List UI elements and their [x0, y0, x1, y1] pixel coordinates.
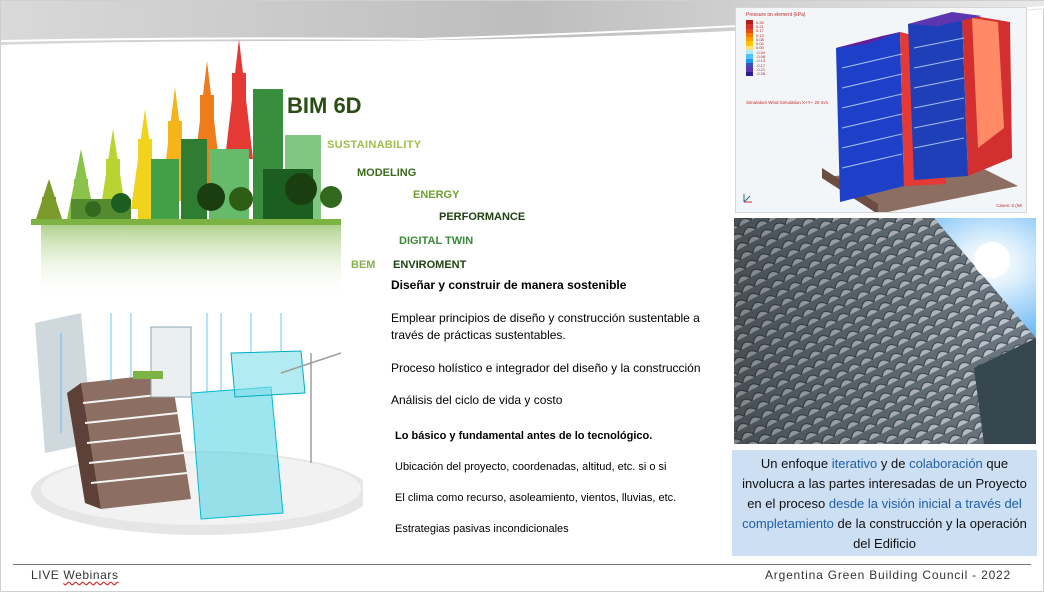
paragraph-life-cycle: Análisis del ciclo de vida y costo	[391, 393, 563, 407]
paragraph-principles: Emplear principios de diseño y construcción sustentable a través de prácticas sustentables.	[391, 311, 700, 342]
bim-label-enviroment: ENVIROMENT	[393, 259, 467, 271]
wind-simulation-image	[735, 7, 1027, 213]
callout-text-2: y de	[877, 456, 910, 471]
bullet-location: Ubicación del proyecto, coordenadas, altitud, etc. si o si	[395, 461, 667, 473]
paragraph-holistic-process: Proceso holístico e integrador del diseño y la construcción	[391, 361, 701, 375]
footer-organization: Argentina Green Building Council - 2022	[765, 568, 1011, 582]
sim-legend-value: 0.17	[756, 28, 764, 34]
bim-label-bem: BEM	[351, 259, 376, 271]
bim-label-modeling: MODELING	[357, 167, 417, 179]
facade-photo	[734, 218, 1036, 444]
footer-live: LIVE	[31, 568, 64, 582]
sim-legend-value: -0.21	[756, 66, 766, 72]
heading-design-sustainable: Diseñar y construir de manera sostenible	[391, 278, 627, 292]
bim-label-sustainability: SUSTAINABILITY	[327, 139, 422, 151]
sim-caption: Simulation Wind Simulation X+Y+ 20 m/s	[746, 100, 829, 105]
sim-legend-value: -0.08	[756, 54, 766, 60]
axis-triad-icon	[740, 192, 754, 206]
footer-live-webinars	[31, 568, 119, 582]
sim-legend-value: 0.08	[756, 36, 764, 42]
bullet-climate: El clima como recurso, asoleamiento, vientos, lluvias, etc.	[395, 492, 677, 504]
sim-cases-label: Cases: 6 (Wi	[996, 203, 1022, 208]
bim-label-energy: ENERGY	[413, 189, 460, 201]
bim-title: BIM 6D	[287, 93, 362, 118]
sim-legend-title: Pressure on element (kPa)	[746, 12, 806, 18]
callout-highlight-colaboracion: colaboración	[909, 456, 983, 471]
bullet-passive-strategies: Estrategias pasivas incondicionales	[395, 523, 569, 535]
sim-legend-value: -0.13	[756, 58, 766, 64]
facade-graphic	[734, 218, 1036, 444]
building-render-graphic	[21, 313, 363, 535]
bim-label-digital-twin: DIGITAL TWIN	[399, 235, 474, 247]
callout-text-1: Un enfoque	[760, 456, 832, 471]
sim-legend-value: 0.13	[756, 32, 764, 38]
sim-legend	[746, 20, 786, 76]
callout-highlight-iterativo: iterativo	[831, 456, 878, 471]
sim-legend-value: 0.04	[756, 41, 764, 47]
sim-legend-value: 0.00	[756, 45, 764, 51]
heading-basics: Lo básico y fundamental antes de lo tecnológico.	[395, 430, 653, 442]
sim-legend-swatch	[746, 72, 753, 76]
sim-legend-value: -0.04	[756, 49, 766, 55]
sim-legend-value: -0.17	[756, 62, 766, 68]
footer-divider	[13, 564, 1031, 565]
sim-legend-value: 0.26	[756, 19, 764, 25]
sim-building-graphic	[822, 8, 1027, 213]
callout-text-4: de la construcción y la operación del Edificio	[833, 516, 1027, 551]
footer-webinars: Webinars	[63, 568, 119, 582]
sim-legend-row	[746, 72, 786, 76]
callout-iterative-approach	[732, 450, 1037, 556]
callout-text-3: que involucra a las partes interesadas de un Proyecto en el proceso	[742, 456, 1027, 511]
sim-legend-value: 0.21	[756, 23, 764, 29]
bim-label-performance: PERFORMANCE	[439, 211, 526, 223]
building-bim-render	[21, 313, 363, 535]
callout-highlight-vision: desde la visión inicial a través del completamiento	[742, 496, 1022, 531]
sim-legend-value: -0.26	[756, 71, 766, 77]
bim-6d-illustration	[31, 39, 531, 297]
